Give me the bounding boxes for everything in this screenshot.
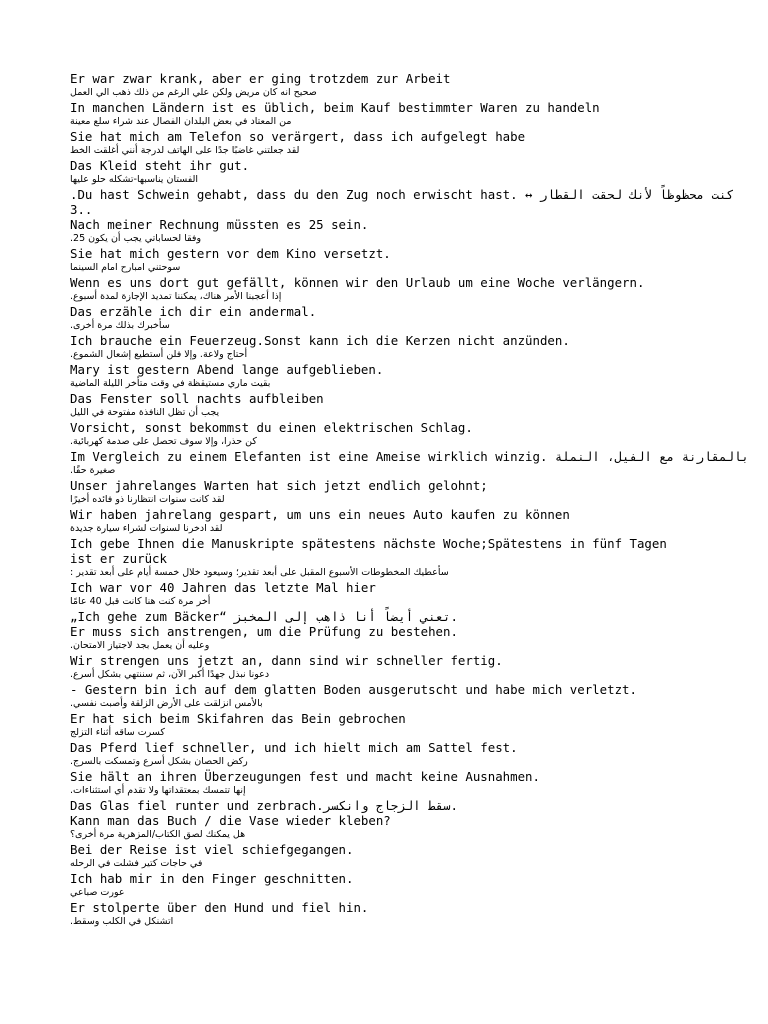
- arabic-translation-line: سأعطيك المخطوطات الأسبوع المقبل على أبعد تقدير؛ وسيعود خلال خمسة أيام على أبعد تقدير :: [70, 567, 449, 578]
- german-sentence-line: Ich gebe Ihnen die Manuskripte spätestens nächste Woche;Spätestens in fünf Tagen: [70, 536, 667, 551]
- german-sentence-line: Das Pferd lief schneller, und ich hielt mich am Sattel fest.: [70, 740, 518, 755]
- german-sentence-line: „Ich gehe zum Bäcker“ تعني أيضاً أنا ذاهب إلى المخبز.: [70, 609, 458, 624]
- document-page: [70, 71, 749, 929]
- arabic-translation-line: يجب أن تظل النافذة مفتوحة في الليل: [70, 407, 220, 418]
- arabic-translation-line: عورت صباعي: [70, 887, 125, 898]
- german-sentence-line: - Gestern bin ich auf dem glatten Boden ausgerutscht und habe mich verletzt.: [70, 682, 637, 697]
- german-sentence-line: Wenn es uns dort gut gefällt, können wir den Urlaub um eine Woche verlängern.: [70, 275, 645, 290]
- arabic-translation-line: اتشنكل في الكلب وسقط.: [70, 916, 174, 927]
- arabic-translation-line: الفستان يناسبها-تشكله حلو عليها: [70, 174, 199, 185]
- german-sentence-line: Er hat sich beim Skifahren das Bein gebrochen: [70, 711, 406, 726]
- german-sentence-line: Er war zwar krank, aber er ging trotzdem zur Arbeit: [70, 71, 451, 86]
- german-sentence-line: Er stolperte über den Hund und fiel hin.: [70, 900, 369, 915]
- arabic-translation-line: لقد ادخرنا لسنوات لشراء سيارة جديدة: [70, 523, 223, 534]
- german-sentence-line: Ich war vor 40 Jahren das letzte Mal hier: [70, 580, 376, 595]
- german-sentence-line: Nach meiner Rechnung müssten es 25 sein.: [70, 217, 369, 232]
- german-sentence-line: Das Glas fiel runter und zerbrach.سقط الزجاج وانكسر.: [70, 798, 458, 813]
- german-sentence-line: Kann man das Buch / die Vase wieder kleben?: [70, 813, 391, 828]
- arabic-translation-line: كسرت ساقه أثناء التزلج: [70, 727, 165, 738]
- german-sentence-line: Das erzähle ich dir ein andermal.: [70, 304, 317, 319]
- german-sentence-line: Wir strengen uns jetzt an, dann sind wir schneller fertig.: [70, 653, 503, 668]
- arabic-translation-line: ركض الحصان بشكل أسرع وتمسكت بالسرج.: [70, 756, 248, 767]
- arabic-translation-line: إنها تتمسك بمعتقداتها ولا تقدم أي استثناءات.: [70, 785, 246, 796]
- arabic-translation-line: وعليه أن يعمل بجد لاجتياز الامتحان.: [70, 640, 210, 651]
- german-sentence-line: In manchen Ländern ist es üblich, beim Kauf bestimmter Waren zu handeln: [70, 100, 600, 115]
- german-sentence-line: Ich hab mir in den Finger geschnitten.: [70, 871, 354, 886]
- arabic-translation-line: صغيرة حقًا.: [70, 465, 116, 476]
- arabic-translation-line: كن حذرا، وإلا سوف تحصل على صدمة كهربائية.: [70, 436, 257, 447]
- german-sentence-line: Unser jahrelanges Warten hat sich jetzt endlich gelohnt;: [70, 478, 488, 493]
- arabic-translation-line: بالأمس انزلقت على الأرض الزلقة وأصبت نفسي.: [70, 698, 263, 709]
- german-sentence-line: Im Vergleich zu einem Elefanten ist eine Ameise wirklich winzig. بالمقارنة مع الفيل، النملة: [70, 449, 749, 464]
- arabic-translation-line: سوحتني امبارح امام السينما: [70, 262, 181, 273]
- arabic-translation-line: لقد كانت سنوات انتظارنا ذو فائده أخيرًا: [70, 494, 225, 505]
- german-sentence-line: Sie hat mich am Telefon so verärgert, dass ich aufgelegt habe: [70, 129, 526, 144]
- arabic-translation-line: لقد جعلتني غاضبًا جدًا على الهاتف لدرجة أنني أغلقت الخط: [70, 145, 300, 156]
- arabic-translation-line: أحتاج ولاعة. وإلا فلن أستطيع إشعال الشموع.: [70, 349, 248, 360]
- german-sentence-line: 3..: [70, 202, 93, 217]
- german-sentence-line: Mary ist gestern Abend lange aufgeblieben.: [70, 362, 384, 377]
- german-sentence-line: .Du hast Schwein gehabt, dass du den Zug noch erwischt hast. ↔ كنت محظوظاً لأنك لحقت القطار: [70, 187, 734, 202]
- german-sentence-line: Ich brauche ein Feuerzeug.Sonst kann ich die Kerzen nicht anzünden.: [70, 333, 570, 348]
- arabic-translation-line: هل يمكنك لصق الكتاب/المزهرية مرة أخرى؟: [70, 829, 246, 840]
- german-sentence-line: Er muss sich anstrengen, um die Prüfung zu bestehen.: [70, 624, 458, 639]
- arabic-translation-line: بقيت ماري مستيقظة في وقت متأخر الليلة الماضية: [70, 378, 271, 389]
- german-sentence-line: ist er zurück: [70, 551, 167, 566]
- german-sentence-line: Bei der Reise ist viel schiefgegangen.: [70, 842, 354, 857]
- arabic-translation-line: صحيح انه كان مريض ولكن علي الرغم من ذلك ذهب الي العمل: [70, 87, 317, 98]
- german-sentence-line: Das Fenster soll nachts aufbleiben: [70, 391, 324, 406]
- german-sentence-line: Das Kleid steht ihr gut.: [70, 158, 250, 173]
- arabic-translation-line: أخر مرة كنت هنا كانت قبل 40 عامًا: [70, 596, 211, 607]
- arabic-translation-line: وفقا لحساباتي يجب أن يكون 25.: [70, 233, 202, 244]
- arabic-translation-line: دعونا نبذل جهدًا أكبر الآن، ثم سننتهي بشكل أسرع.: [70, 669, 270, 680]
- arabic-translation-line: إذا أعجبنا الأمر هناك، يمكننا تمديد الإجازة لمدة أسبوع.: [70, 291, 282, 302]
- german-sentence-line: Sie hält an ihren Überzeugungen fest und macht keine Ausnahmen.: [70, 769, 540, 784]
- arabic-translation-line: من المعتاد في بعض البلدان الفصال عند شراء سلع معينة: [70, 116, 292, 127]
- arabic-translation-line: سأخبرك بذلك مرة أخرى.: [70, 320, 170, 331]
- german-sentence-line: Wir haben jahrelang gespart, um uns ein neues Auto kaufen zu können: [70, 507, 570, 522]
- german-sentence-line: Sie hat mich gestern vor dem Kino versetzt.: [70, 246, 391, 261]
- german-sentence-line: Vorsicht, sonst bekommst du einen elektrischen Schlag.: [70, 420, 473, 435]
- arabic-translation-line: في حاجات كتير فشلت في الرحله: [70, 858, 203, 869]
